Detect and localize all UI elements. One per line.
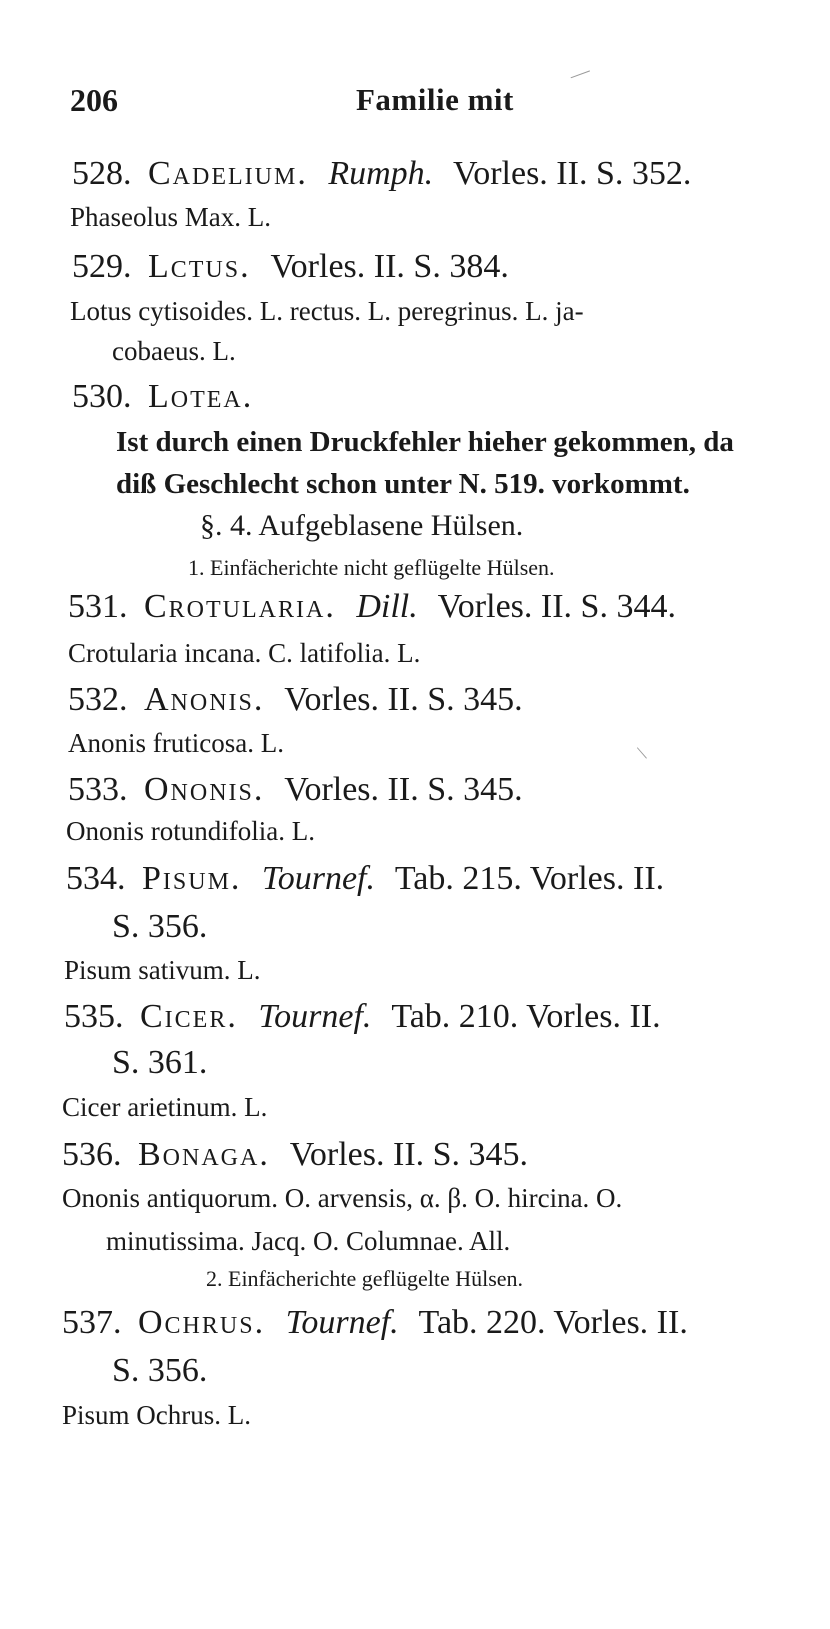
note-530-line1: Ist durch einen Druckfehler hieher gekommen, da (116, 426, 734, 458)
subsection-heading-2: 2. Einfächerichte geflügelte Hülsen. (206, 1266, 524, 1291)
genus-name: Pisum. (142, 860, 242, 897)
species-list-529-cont: cobaeus. L. (112, 336, 236, 366)
entry-number: 528. (72, 155, 132, 192)
entry-528-heading (72, 157, 691, 191)
genus-name: Ochrus. (138, 1304, 266, 1341)
reference: Vorles. II. S. 344. (437, 588, 676, 625)
authority: Tournef. (258, 998, 372, 1035)
entry-534-heading (66, 862, 664, 896)
stray-mark: / (631, 745, 654, 762)
entry-536-heading (62, 1138, 528, 1172)
entry-530-heading (72, 380, 265, 414)
genus-name: Anonis. (144, 681, 265, 718)
entry-number: 529. (72, 248, 132, 285)
reference: Vorles. II. S. 352. (453, 155, 692, 192)
species-list-535: Cicer arietinum. L. (62, 1092, 268, 1122)
running-head: Familie mit (356, 82, 514, 117)
entry-537-heading (62, 1306, 688, 1340)
species-list-536-cont: minutissima. Jacq. O. Columnae. All. (106, 1226, 511, 1256)
entry-number: 535. (64, 998, 124, 1035)
entry-number: 530. (72, 378, 132, 415)
reference: Tab. 210. Vorles. II. (391, 998, 661, 1035)
reference: Vorles. II. S. 345. (284, 681, 523, 718)
entry-535-heading (64, 1000, 661, 1034)
entry-533-heading (68, 773, 523, 807)
species-list-537: Pisum Ochrus. L. (62, 1400, 251, 1430)
reference: Vorles. II. S. 345. (289, 1136, 529, 1173)
reference: Tab. 220. Vorles. II. (418, 1304, 688, 1341)
subsection-heading-1: 1. Einfächerichte nicht geflügelte Hülsen. (188, 555, 555, 580)
page-number: 206 (70, 82, 118, 118)
entry-534-reference-cont: S. 356. (112, 908, 208, 945)
genus-name: Ononis. (144, 771, 265, 808)
species-list-532: Anonis fruticosa. L. (68, 728, 284, 758)
reference: Tab. 215. Vorles. II. (394, 860, 665, 897)
species-list-536: Ononis antiquorum. O. arvensis, α. β. O. hircina. O. (62, 1183, 623, 1213)
entry-532-heading (68, 683, 523, 717)
entry-number: 536. (62, 1136, 122, 1173)
genus-name: Lctus. (148, 248, 251, 285)
reference: Vorles. II. S. 345. (284, 771, 523, 808)
species-list-533: Ononis rotundifolia. L. (66, 816, 315, 846)
authority: Rumph. (328, 155, 434, 192)
authority: Tournef. (285, 1304, 399, 1341)
genus-name: Lotea. (148, 378, 254, 415)
entry-529-heading (72, 250, 509, 284)
entry-number: 531. (68, 588, 128, 625)
genus-name: Cadelium. (148, 155, 308, 192)
entry-535-reference-cont: S. 361. (112, 1044, 208, 1081)
entry-number: 533. (68, 771, 128, 808)
species-list-531: Crotularia incana. C. latifolia. L. (68, 638, 421, 668)
entry-number: 537. (62, 1304, 122, 1341)
note-530-line2: diß Geschlecht schon unter N. 519. vorkommt. (116, 468, 690, 500)
genus-name: Cicer. (140, 998, 238, 1035)
genus-name: Crotularia. (144, 588, 336, 625)
stray-mark: — (566, 59, 593, 87)
reference: Vorles. II. S. 384. (270, 248, 509, 285)
authority: Dill. (356, 588, 418, 625)
entry-537-reference-cont: S. 356. (112, 1352, 208, 1389)
species-list-534: Pisum sativum. L. (64, 955, 261, 985)
authority: Tournef. (261, 860, 375, 897)
species-list-529: Lotus cytisoides. L. rectus. L. peregrinus. L. ja- (70, 296, 584, 326)
genus-name: Bonaga. (138, 1136, 270, 1173)
entry-number: 532. (68, 681, 128, 718)
entry-number: 534. (66, 860, 126, 897)
species-list-528: Phaseolus Max. L. (70, 202, 271, 232)
entry-531-heading (68, 590, 676, 624)
section-heading: §. 4. Aufgeblasene Hülsen. (200, 509, 524, 542)
